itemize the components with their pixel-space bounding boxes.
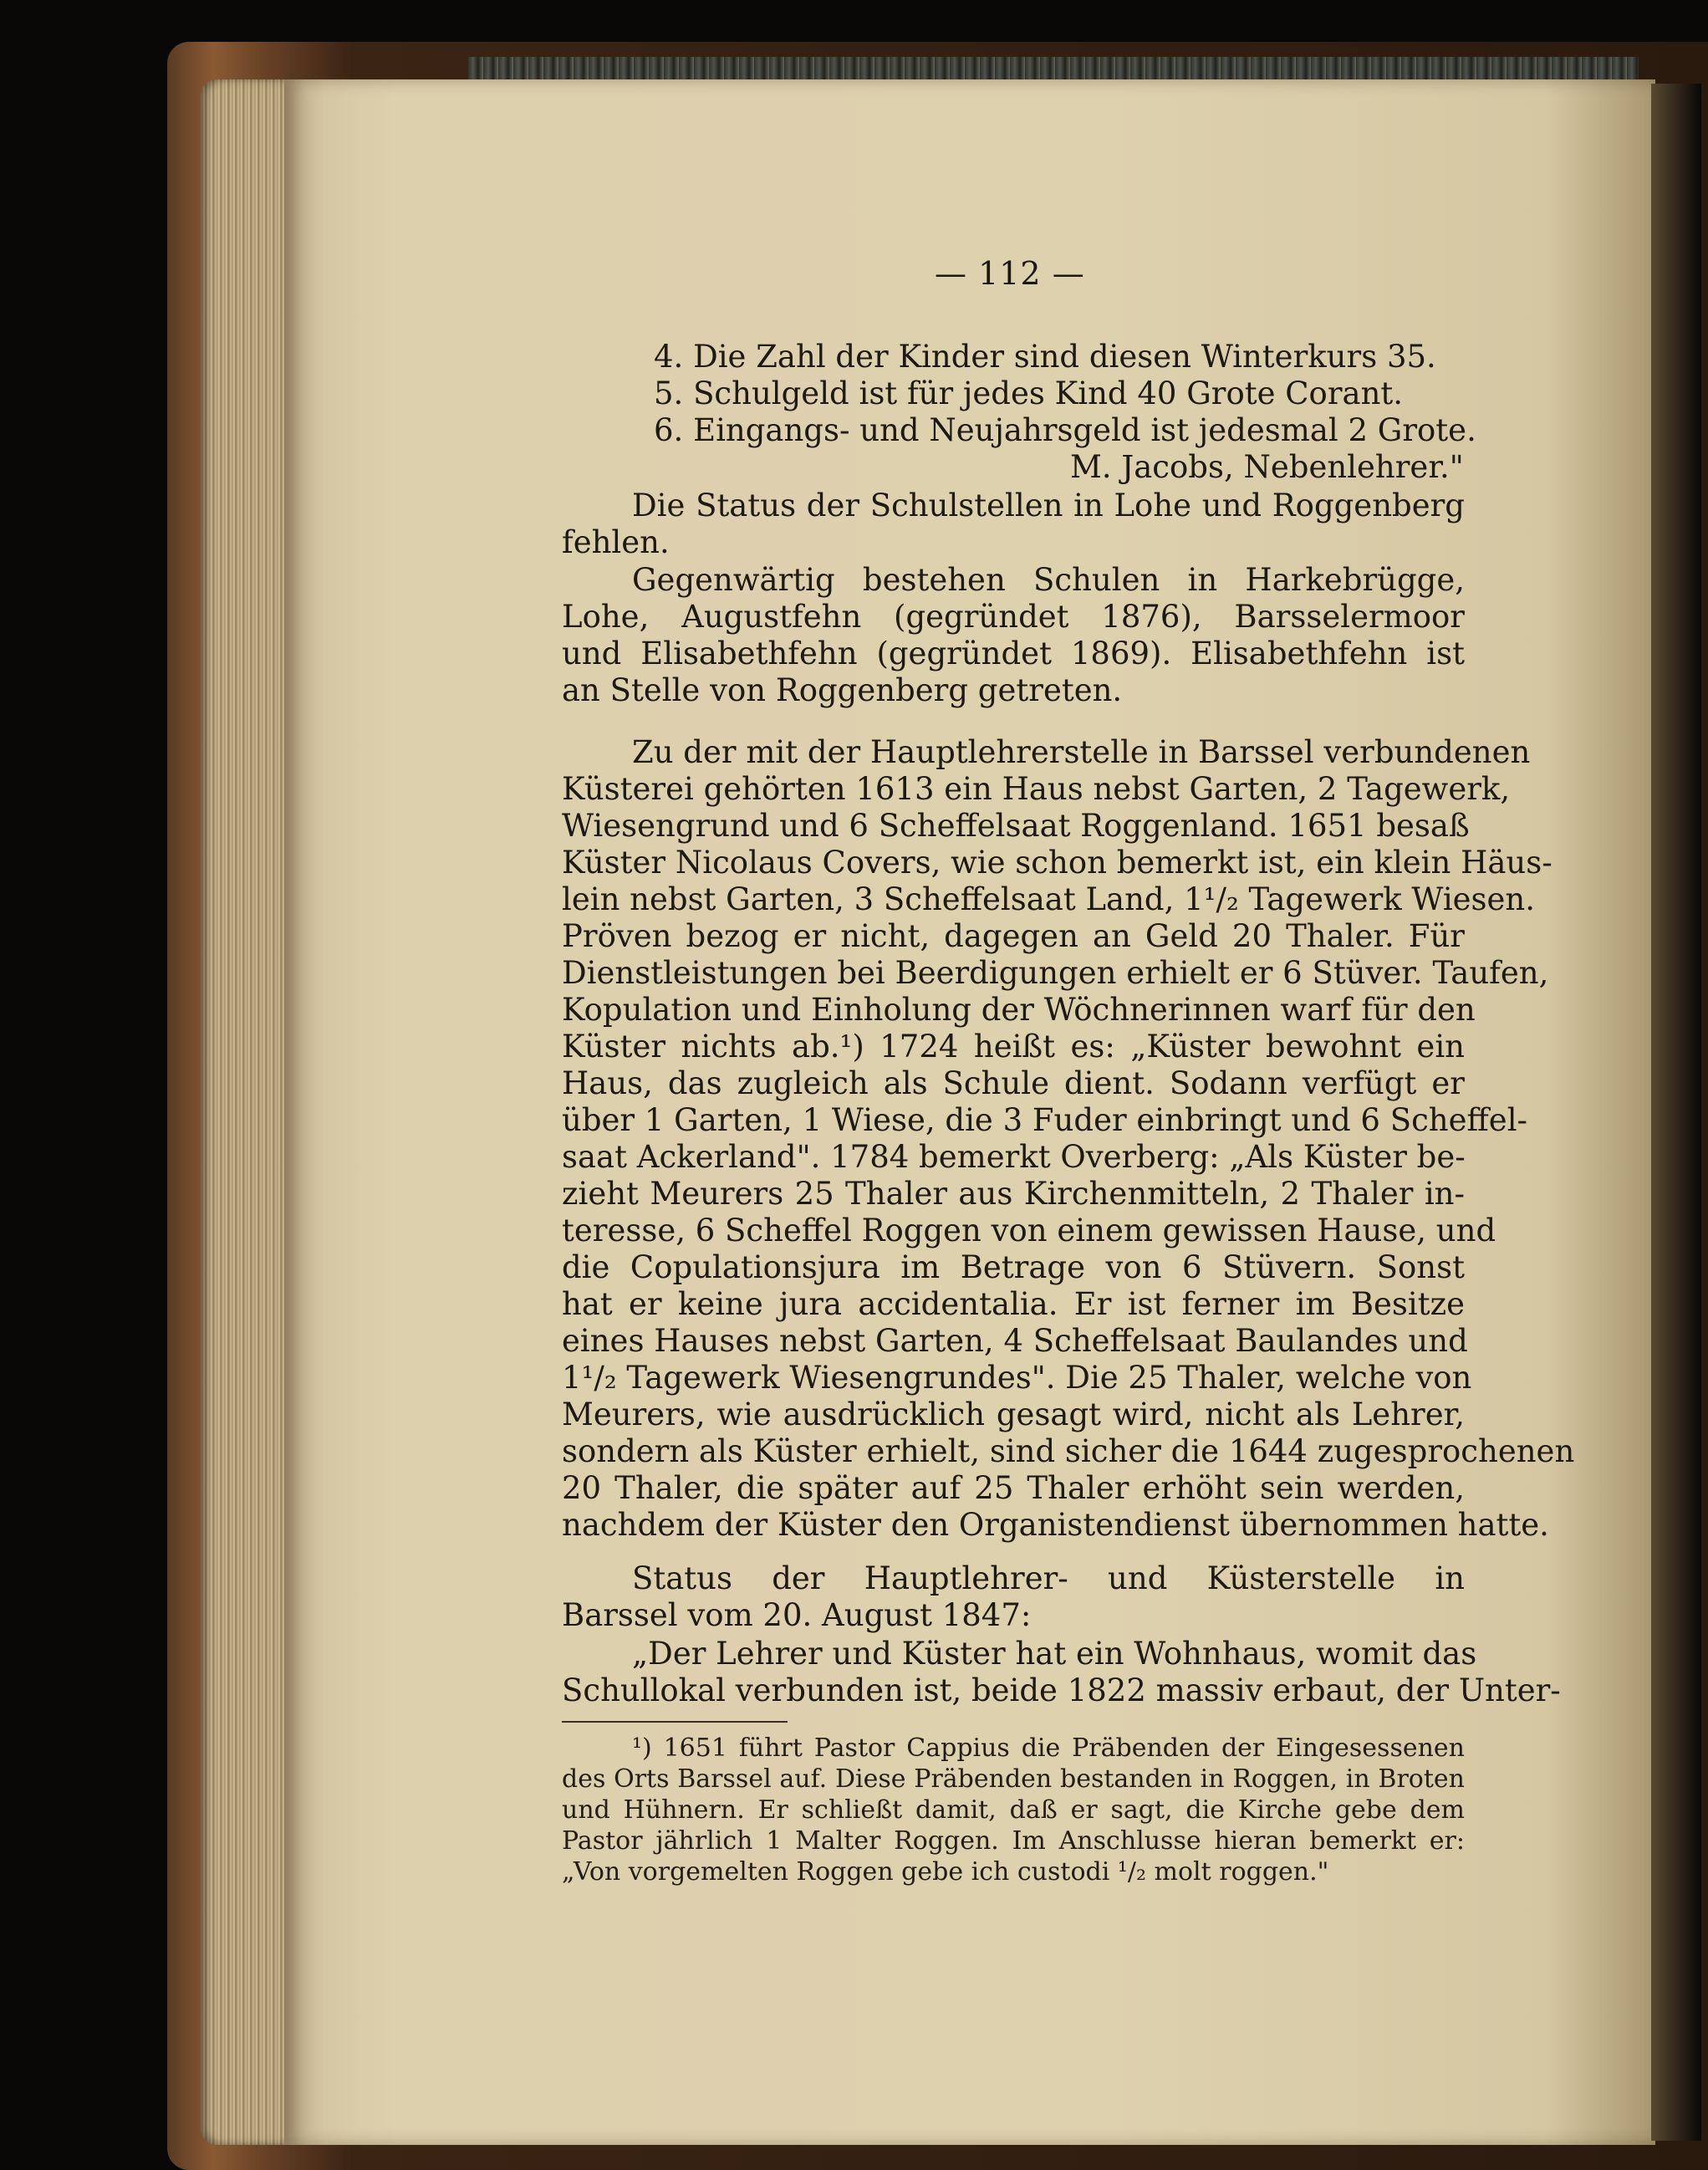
- footnote-line: und Hühnern. Er schließt damit, daß er sagt, die Kirche gebe dem: [562, 1795, 1465, 1825]
- text-line: 1¹/₂ Tagewerk Wiesengrundes". Die 25 Thaler, welche von: [562, 1360, 1472, 1396]
- text-line: saat Ackerland". 1784 bemerkt Overberg: „Als Küster be-: [562, 1139, 1466, 1175]
- signature-line: M. Jacobs, Nebenlehrer.": [1070, 449, 1464, 485]
- text-line: und Elisabethfehn (gegründet 1869). Elisabethfehn ist: [562, 636, 1465, 671]
- text-line: Wiesengrund und 6 Scheffelsaat Roggenland. 1651 besaß: [562, 808, 1470, 844]
- text-line: Zu der mit der Hauptlehrerstelle in Barssel verbundenen: [632, 734, 1531, 770]
- text-line: teresse, 6 Scheffel Roggen von einem gewissen Hause, und: [562, 1213, 1496, 1248]
- text-line: eines Hauses nebst Garten, 4 Scheffelsaat Baulandes und: [562, 1323, 1468, 1359]
- text-line: Haus, das zugleich als Schule dient. Sodann verfügt er: [562, 1065, 1465, 1101]
- text-line: Die Status der Schulstellen in Lohe und Roggenberg: [632, 488, 1465, 523]
- text-line: Pröven bezog er nicht, dagegen an Geld 20 Thaler. Für: [562, 918, 1465, 954]
- text-line: „Der Lehrer und Küster hat ein Wohnhaus, womit das: [632, 1636, 1477, 1672]
- text-line: Meurers, wie ausdrücklich gesagt wird, nicht als Lehrer,: [562, 1396, 1465, 1432]
- text-line: Kopulation und Einholung der Wöchnerinnen warf für den: [562, 992, 1476, 1028]
- text-line: 6. Eingangs- und Neujahrsgeld ist jedesmal 2 Grote.: [654, 412, 1476, 448]
- footnote-line: Pastor jährlich 1 Malter Roggen. Im Anschlusse hieran bemerkt er:: [562, 1826, 1465, 1856]
- text-line: an Stelle von Roggenberg getreten.: [562, 672, 1123, 708]
- text-line: Küster nichts ab.¹) 1724 heißt es: „Küster bewohnt ein: [562, 1029, 1465, 1065]
- text-line: 20 Thaler, die später auf 25 Thaler erhöht sein werden,: [562, 1470, 1465, 1506]
- page-gutter-shadow: [1651, 84, 1701, 2141]
- text-line: Barssel vom 20. August 1847:: [562, 1597, 1032, 1633]
- text-line: 5. Schulgeld ist für jedes Kind 40 Grote Corant.: [654, 375, 1404, 411]
- page-number: — 112 —: [935, 255, 1085, 292]
- text-line: lein nebst Garten, 3 Scheffelsaat Land, 1¹/₂ Tagewerk Wiesen.: [562, 881, 1536, 917]
- footnote-line: „Von vorgemelten Roggen gebe ich custodi ¹/₂ molt roggen.": [562, 1857, 1329, 1887]
- text-line: hat er keine jura accidentalia. Er ist ferner im Besitze: [562, 1286, 1465, 1322]
- footnote-line: ¹) 1651 führt Pastor Cappius die Präbenden der Eingesessenen: [632, 1733, 1465, 1763]
- text-line: fehlen.: [562, 524, 670, 560]
- text-line: Gegenwärtig bestehen Schulen in Harkebrügge,: [632, 562, 1465, 598]
- footnote-line: des Orts Barssel auf. Diese Präbenden bestanden in Roggen, in Broten: [562, 1764, 1465, 1794]
- text-line: Küsterei gehörten 1613 ein Haus nebst Garten, 2 Tagewerk,: [562, 771, 1511, 807]
- text-line: die Copulationsjura im Betrage von 6 Stüvern. Sonst: [562, 1249, 1465, 1285]
- text-line: Lohe, Augustfehn (gegründet 1876), Barsselermoor: [562, 599, 1465, 635]
- text-line: nachdem der Küster den Organistendienst übernommen hatte.: [562, 1507, 1549, 1543]
- text-line: Status der Hauptlehrer- und Küsterstelle in: [632, 1560, 1465, 1596]
- text-line: zieht Meurers 25 Thaler aus Kirchenmitteln, 2 Thaler in-: [562, 1176, 1465, 1212]
- text-line: über 1 Garten, 1 Wiese, die 3 Fuder einbringt und 6 Scheffel-: [562, 1102, 1528, 1138]
- text-line: Schullokal verbunden ist, beide 1822 massiv erbaut, der Unter-: [562, 1672, 1561, 1708]
- text-line: Küster Nicolaus Covers, wie schon bemerkt ist, ein klein Häus-: [562, 845, 1552, 881]
- footnote-rule: [562, 1721, 788, 1723]
- text-line: Dienstleistungen bei Beerdigungen erhielt er 6 Stüver. Taufen,: [562, 955, 1549, 991]
- text-line: sondern als Küster erhielt, sind sicher die 1644 zugesprochenen: [562, 1433, 1575, 1469]
- text-line: 4. Die Zahl der Kinder sind diesen Winterkurs 35.: [654, 339, 1436, 375]
